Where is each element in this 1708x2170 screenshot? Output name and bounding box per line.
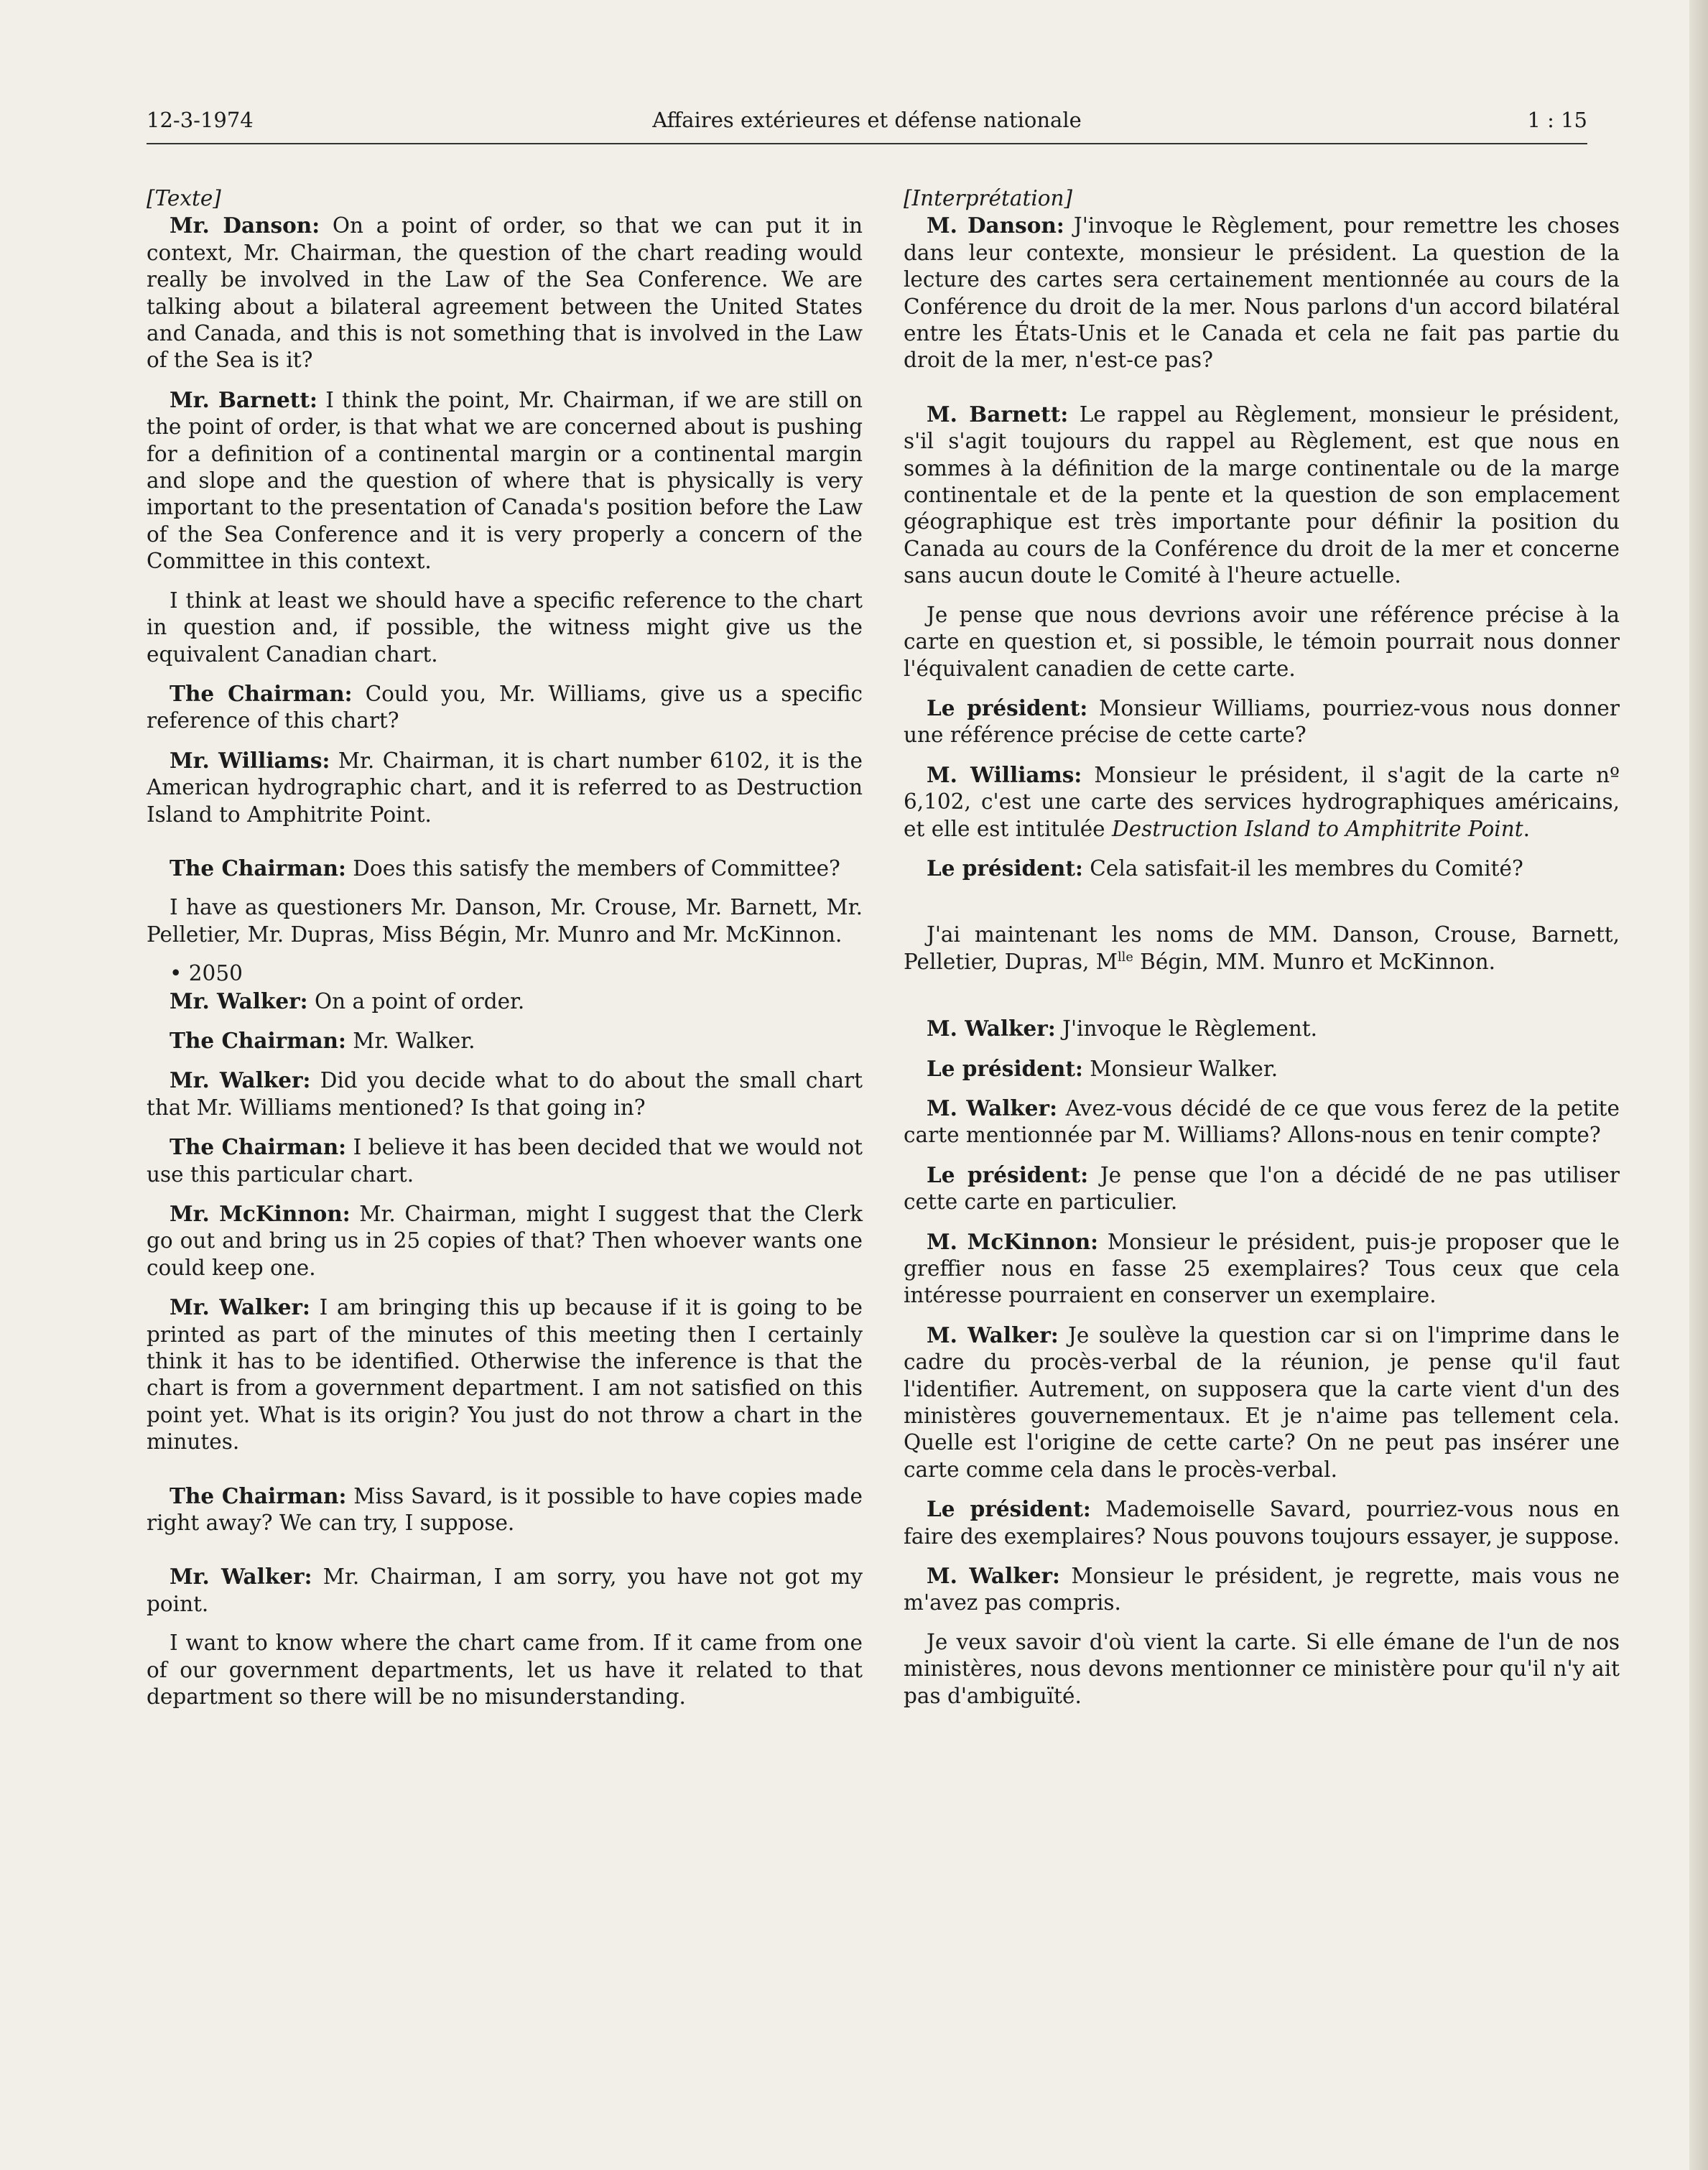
speaker-name: Le président:	[927, 695, 1088, 720]
paragraph: I think at least we should have a specific reference to the chart in question and, if possible, the witness might give us the equivalent Canadian chart.	[147, 588, 863, 667]
paragraph	[147, 855, 863, 882]
paragraph: Je pense que nous devrions avoir une référence précise à la carte en question et, si possible, le témoin pourrait nous donner l'équivalent canadien de cette carte.	[904, 602, 1620, 681]
paragraph	[147, 1067, 863, 1121]
paragraph	[904, 761, 1620, 843]
speaker-name: M. Danson:	[927, 213, 1064, 238]
header-title: Affaires extérieures et défense nationale	[652, 108, 1082, 132]
speaker-name: M. Walker:	[927, 1563, 1060, 1589]
speaker-name: M. Walker:	[927, 1016, 1056, 1042]
page-edge	[1689, 0, 1708, 2170]
paragraph	[147, 212, 863, 374]
speaker-name: The Chairman:	[170, 855, 346, 881]
paragraph-text: On a point of order.	[307, 988, 525, 1014]
speaker-name: Le président:	[927, 1055, 1083, 1081]
paragraph-text: Je soulève la question car si on l'imprime dans le cadre du procès-verbal de la réunion, je pense qu'il faut l'identifier. Autrement, on supposera que la carte vient d'un des ministères gouvernementaux. Et je n'aime pas tellement cela. Quelle est l'origine de cette carte? On ne peut pas insérer une carte comme cela dans le procès-verbal.	[904, 1322, 1620, 1482]
paragraph	[147, 386, 863, 575]
paragraph-text: I am bringing this up because if it is going to be printed as part of the minutes of this meeting then I certainly think it has to be identified. Otherwise the inference is that the chart is from a government department. I am not satisfied on this point yet. What is its origin? You just do not throw a chart in the minutes.	[147, 1295, 863, 1455]
paragraph	[147, 1133, 863, 1188]
paragraph-text: Mr. Chairman, I am sorry, you have not got my point.	[147, 1564, 863, 1616]
paragraph-text: Cela satisfait-il les membres du Comité?	[1082, 856, 1523, 881]
speaker-name: Mr. Walker:	[170, 988, 308, 1014]
french-column	[904, 185, 1620, 1710]
speaker-name: M. Williams:	[927, 761, 1082, 787]
speaker-name: Mr. Walker:	[170, 1564, 312, 1590]
paragraph	[147, 1294, 863, 1455]
paragraph-text: Mr. Chairman, it is chart number 6102, it is the American hydrographic chart, and it is referred to as Destruction Island to Amphitrite Point.	[147, 748, 863, 827]
paragraph-text: J'invoque le Règlement.	[1055, 1016, 1318, 1042]
paragraph-text: J'ai maintenant les noms de MM. Danson, Crouse, Barnett, Pelletier, Dupras, M	[904, 922, 1620, 974]
language-label: [Interprétation]	[904, 186, 1073, 210]
paragraph-text: .	[1523, 816, 1530, 841]
paragraph	[904, 1015, 1620, 1042]
paragraph-text: Did you decide what to do about the small chart that Mr. Williams mentioned? Is that going in?	[147, 1068, 863, 1120]
paragraph	[904, 1496, 1620, 1550]
paragraph	[904, 1095, 1620, 1149]
chart-title: Destruction Island to Amphitrite Point	[1112, 816, 1523, 841]
paragraph-text: Monsieur le président, je regrette, mais vous ne m'avez pas compris.	[904, 1564, 1620, 1615]
paragraph-text: Le rappel au Règlement, monsieur le président, s'il s'agit toujours du rappel au Règlement, est que nous en sommes à la définition de la marge continentale ou de la marge continentale et de la pente et la question de son emplacement géographique est très importante pour définir la position du Canada au cours de la Conférence du droit de la mer et concerne sans aucun doute le Comité à l'heure actuelle.	[904, 402, 1620, 588]
speaker-name: Mr. Barnett:	[170, 386, 317, 412]
paragraph-text: Monsieur le président, puis-je proposer que le greffier nous en fasse 25 exemplaires? Tous ceux que cela intéresse pourraient en conserver un exemplaire.	[904, 1229, 1620, 1308]
paragraph-text: I think the point, Mr. Chairman, if we are still on the point of order, is that what we are concerned about is pushing for a definition of a continental margin or a continental margin and slope and the question of where that is physically is very important to the presentation of Canada's position before the Law of the Sea Conference and it is very properly a concern of the Committee in this context.	[147, 387, 863, 574]
paragraph-text: Bégin, MM. Munro et McKinnon.	[1133, 949, 1496, 974]
speaker-name: Le président:	[927, 1161, 1089, 1187]
page-number: 1 : 15	[1527, 108, 1587, 132]
speaker-name: Mr. McKinnon:	[170, 1201, 351, 1226]
speaker-name: Le président:	[927, 1496, 1091, 1522]
paragraph	[147, 1200, 863, 1281]
paragraph: I have as questioners Mr. Danson, Mr. Crouse, Mr. Barnett, Mr. Pelletier, Mr. Dupras, Miss Bégin, Mr. Munro and Mr. McKinnon.	[147, 895, 863, 947]
speaker-name: Mr. Walker:	[170, 1294, 310, 1320]
paragraph-text: Miss Savard, is it possible to have copies made right away? We can try, I suppose.	[147, 1483, 863, 1536]
speaker-name: M. Walker:	[927, 1322, 1059, 1348]
paragraph	[904, 401, 1620, 590]
paragraph	[904, 1228, 1620, 1309]
paragraph-text: On a point of order, so that we can put it in context, Mr. Chairman, the question of the chart reading would really be involved in the Law of the Sea Conference. We are talking about a bilateral agreement between the United States and Canada, and this is not something that is involved in the Law of the Sea is it?	[147, 213, 863, 373]
speaker-name: Mr. Danson:	[170, 213, 320, 238]
paragraph-text: Monsieur le président, il s'agit de la carte nº 6,102, c'est une carte des services hydrographiques américains, et elle est intitulée	[904, 762, 1620, 841]
speaker-name: The Chairman:	[170, 680, 353, 706]
speaker-name: M. McKinnon:	[927, 1228, 1099, 1254]
paragraph-text: Mr. Walker.	[345, 1028, 475, 1053]
speaker-name: The Chairman:	[170, 1483, 347, 1508]
paragraph	[904, 855, 1620, 882]
running-header	[147, 104, 1587, 144]
paragraph-text: Monsieur Williams, pourriez-vous nous donner une référence précise de cette carte?	[904, 695, 1620, 748]
paragraph-text: Could you, Mr. Williams, give us a specific reference of this chart?	[147, 681, 863, 733]
speaker-name: M. Barnett:	[927, 401, 1069, 427]
speaker-name: Mr. Williams:	[170, 747, 330, 773]
paragraph	[147, 680, 863, 735]
paragraph-text: Monsieur Walker.	[1082, 1056, 1278, 1081]
paragraph	[904, 922, 1620, 975]
paragraph	[904, 695, 1620, 749]
paragraph-text: Mademoiselle Savard, pourriez-vous nous en faire des exemplaires? Nous pouvons toujours essayer, je suppose.	[904, 1497, 1620, 1549]
paragraph	[904, 1055, 1620, 1082]
speaker-name: The Chairman:	[170, 1027, 346, 1053]
paragraph	[904, 212, 1620, 374]
paragraph	[147, 1027, 863, 1054]
english-column	[147, 185, 863, 1711]
paragraph: I want to know where the chart came from. If it came from one of our government departments, let us have it related to that department so there will be no misunderstanding.	[147, 1631, 863, 1710]
paragraph: Je veux savoir d'où vient la carte. Si elle émane de l'un de nos ministères, nous devons mentionner ce ministère pour qu'il n'y ait pas d'ambiguïté.	[904, 1629, 1620, 1708]
superscript: lle	[1118, 950, 1133, 965]
speaker-name: Mr. Walker:	[170, 1067, 311, 1093]
paragraph	[904, 1562, 1620, 1617]
speaker-name: The Chairman:	[170, 1134, 347, 1160]
paragraph	[904, 1161, 1620, 1216]
paragraph-text: Does this satisfy the members of Committee?	[345, 856, 840, 881]
paragraph	[904, 1322, 1620, 1483]
paragraph-text: J'invoque le Règlement, pour remettre les choses dans leur contexte, monsieur le président. La question de la lecture des cartes sera certainement mentionnée au cours de la Conférence du droit de la mer. Nous parlons d'un accord bilatéral entre les États-Unis et le Canada et cela ne fait pas partie du droit de la mer, n'est-ce pas?	[904, 213, 1620, 373]
paragraph-text: Je pense que l'on a décidé de ne pas utiliser cette carte en particulier.	[904, 1162, 1620, 1215]
paragraph-text: I believe it has been decided that we would not use this particular chart.	[147, 1135, 863, 1187]
header-date: 12-3-1974	[147, 108, 254, 132]
paragraph	[147, 988, 863, 1015]
speaker-name: M. Walker:	[927, 1095, 1057, 1121]
paragraph	[147, 1483, 863, 1537]
paragraph	[147, 1563, 863, 1618]
paragraph-text: Avez-vous décidé de ce que vous ferez de la petite carte mentionnée par M. Williams? Allons-nous en tenir compte?	[904, 1095, 1620, 1148]
paragraph-text: Mr. Chairman, might I suggest that the Clerk go out and bring us in 25 copies of that? Then whoever wants one could keep one.	[147, 1202, 863, 1280]
language-label: [Texte]	[147, 186, 221, 210]
paragraph	[147, 747, 863, 828]
time-marker: • 2050	[170, 961, 243, 986]
speaker-name: Le président:	[927, 855, 1083, 881]
